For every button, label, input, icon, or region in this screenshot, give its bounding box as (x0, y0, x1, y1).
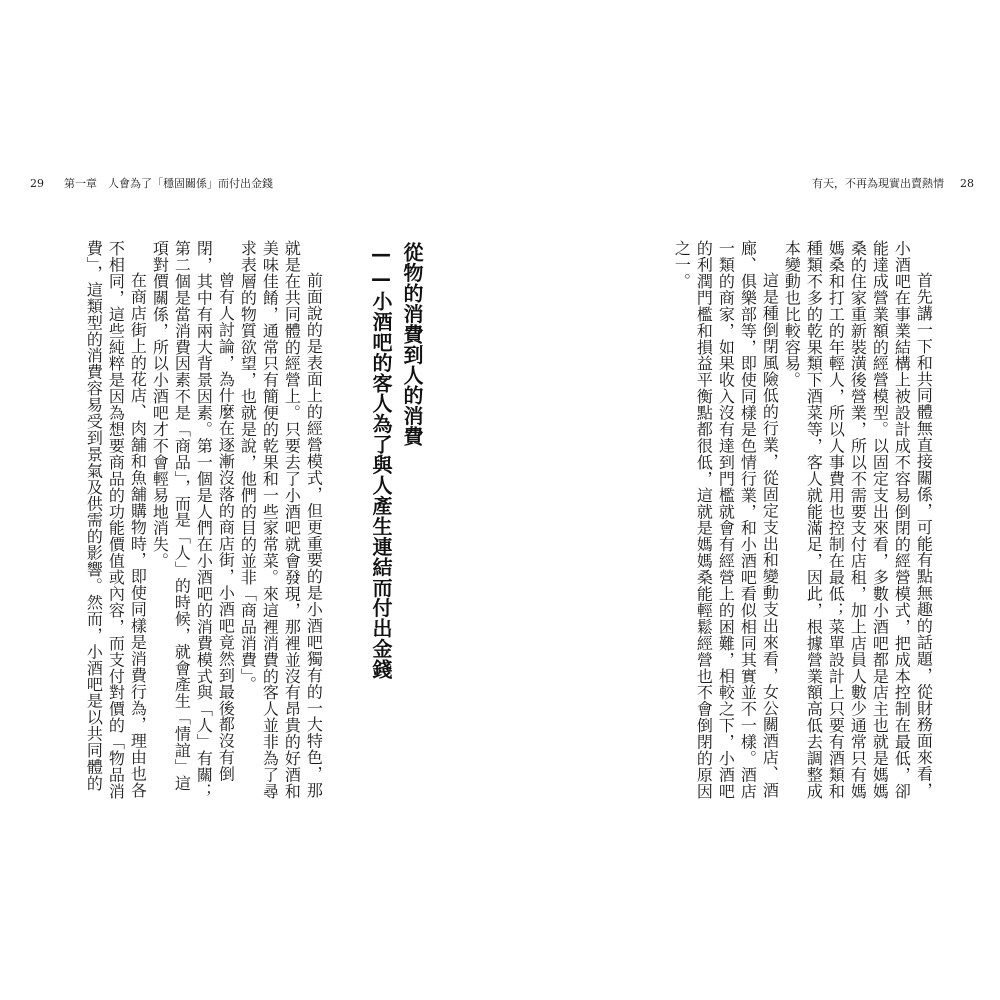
running-head-left (30, 176, 273, 192)
text-line: 不相同，這些純粹是因為想要商品的功能價值或內容，而支付對價的「物品消 (106, 240, 126, 800)
page-number-left: 29 (30, 177, 44, 190)
text-line: 的利潤門檻和損益平衡點都很低，這就是媽媽桑能輕鬆經營也不會倒閉的原因 (694, 240, 714, 800)
text-line: 桑的住家重新裝潢後營業，所以不需要支付店租，加上店員人數少通常只有媽 (848, 240, 868, 800)
text-line: 廊、俱樂部等，即使同樣是色情行業，和小酒吧看似相同其實並不一樣。酒店 (738, 240, 758, 800)
text-line: 首先講一下和共同體無直接關係，可能有點無趣的話題，從財務面來看， (914, 272, 934, 799)
text-line: 媽桑和打工的年輕人，所以人事費用也控制在最低；菜單設計上只要有酒類和 (826, 240, 846, 800)
text-line: 一類的商家，如果收入沒有達到門檻就會有經營上的困難，相較之下，小酒吧 (716, 240, 736, 800)
text-line: 小酒吧在事業結構上被設計成不容易倒閉的經營模式，把成本控制在最低，卻 (892, 240, 912, 800)
book-title: 有天，不再為現實出賣熱情 (812, 177, 944, 190)
section-subheading: ——小酒吧的客人為了與人產生連結而付出金錢 (369, 242, 393, 680)
text-line: 求表層的物質欲望，也就是說，他們的目的並非「商品消費」。 (238, 240, 258, 693)
text-line: 種類不多的乾果類下酒菜等，客人就能滿足，因此，根據營業額高低去調整成 (804, 240, 824, 800)
running-head-right (812, 176, 974, 192)
text-line: 本變動也比較容易。 (782, 240, 802, 389)
text-line: 項對價關係，所以小酒吧才不會輕易地消失。 (150, 240, 170, 569)
text-line: 曾有人討論，為什麼在逐漸沒落的商店街，小酒吧竟然到最後都沒有倒 (216, 272, 236, 782)
chapter-title: 第一章 人會為了「穩固關係」而付出金錢 (64, 177, 273, 190)
text-line: 美味佳餚，通常只有簡便的乾果和一些家常菜。來這裡消費的客人並非為了尋 (260, 240, 280, 800)
page-number-right: 28 (960, 177, 974, 190)
text-line: 閉，其中有兩大背景因素。第一個是人們在小酒吧的消費模式與「人」有關； (194, 240, 214, 800)
text-line: 就是在共同體的經營上。只要去了小酒吧就會發現，那裡並沒有昂貴的好酒和 (282, 240, 302, 800)
text-line: 能達成營業額的經營模型。以固定支出來看，多數小酒吧都是店主也就是媽媽 (870, 240, 890, 800)
text-line: 之一。 (672, 240, 692, 290)
text-line: 這是種倒閉風險低的行業，從固定支出和變動支出來看，女公關酒店、酒 (760, 272, 780, 799)
text-line: 費」，這類型的消費容易受到景氣及供需的影響。然而，小酒吧是以共同體的 (84, 240, 104, 792)
section-heading: 從物的消費到人的消費 (400, 242, 424, 447)
text-line: 第二個是當消費因素不是「商品」，而是「人」的時候，就會產生「情誼」這 (172, 240, 192, 792)
text-line: 在商店街上的花店、肉舖和魚舖購物時，即使同樣是消費行為，理由也各 (128, 272, 148, 799)
text-line: 前面說的是表面上的經營模式，但更重要的是小酒吧獨有的一大特色，那 (304, 272, 324, 799)
